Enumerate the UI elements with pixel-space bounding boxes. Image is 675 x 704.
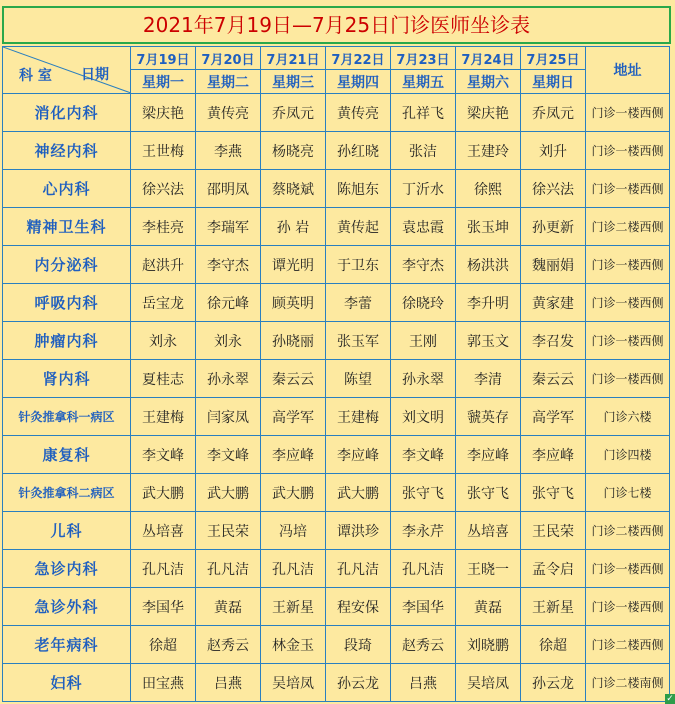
doctor-cell: 高学军 [521,398,586,436]
doctor-cell: 王民荣 [196,512,261,550]
doctor-cell: 孙晓丽 [261,322,326,360]
date-header: 7月19日 [131,47,196,70]
doctor-cell: 李应峰 [521,436,586,474]
weekday-header: 星期一 [131,70,196,94]
table-row [3,626,670,664]
doctor-cell: 李文峰 [391,436,456,474]
table-row [3,170,670,208]
address-cell: 门诊二楼南侧 [586,664,670,702]
doctor-cell: 刘永 [131,322,196,360]
doctor-cell: 武大鹏 [131,474,196,512]
doctor-cell: 袁忠霞 [391,208,456,246]
doctor-cell: 徐兴法 [131,170,196,208]
department-cell: 神经内科 [3,132,131,170]
doctor-cell: 刘晓鹏 [456,626,521,664]
department-cell: 康复科 [3,436,131,474]
doctor-cell: 张守飞 [456,474,521,512]
doctor-cell: 吕燕 [391,664,456,702]
table-row [3,550,670,588]
doctor-cell: 武大鹏 [196,474,261,512]
doctor-cell: 王新星 [261,588,326,626]
doctor-cell: 张玉军 [326,322,391,360]
doctor-cell: 黄磊 [196,588,261,626]
address-cell: 门诊一楼西侧 [586,94,670,132]
doctor-cell: 魏丽娟 [521,246,586,284]
address-cell: 门诊一楼西侧 [586,170,670,208]
doctor-cell: 徐超 [131,626,196,664]
doctor-cell: 顾英明 [261,284,326,322]
doctor-cell: 程安保 [326,588,391,626]
doctor-cell: 张玉坤 [456,208,521,246]
doctor-cell: 丛培喜 [131,512,196,550]
doctor-cell: 李召发 [521,322,586,360]
date-header: 7月21日 [261,47,326,70]
header-corner-cell [3,47,131,94]
table-row [3,512,670,550]
doctor-cell: 王建梅 [326,398,391,436]
department-cell: 针灸推拿科二病区 [3,474,131,512]
department-cell: 消化内科 [3,94,131,132]
doctor-cell: 王建梅 [131,398,196,436]
date-header: 7月25日 [521,47,586,70]
date-header: 7月20日 [196,47,261,70]
doctor-cell: 武大鹏 [261,474,326,512]
doctor-cell: 孙更新 [521,208,586,246]
doctor-cell: 张守飞 [521,474,586,512]
doctor-cell: 徐熙 [456,170,521,208]
doctor-cell: 陈旭东 [326,170,391,208]
doctor-cell: 孙永翠 [391,360,456,398]
table-row [3,208,670,246]
doctor-cell: 李文峰 [196,436,261,474]
doctor-cell: 冯培 [261,512,326,550]
doctor-cell: 梁庆艳 [456,94,521,132]
weekday-header: 星期三 [261,70,326,94]
doctor-cell: 李守杰 [196,246,261,284]
doctor-cell: 李国华 [391,588,456,626]
address-cell: 门诊七楼 [586,474,670,512]
department-cell: 妇科 [3,664,131,702]
department-cell: 老年病科 [3,626,131,664]
date-header: 7月23日 [391,47,456,70]
doctor-cell: 夏桂志 [131,360,196,398]
table-row [3,360,670,398]
table-row [3,132,670,170]
doctor-cell: 徐兴法 [521,170,586,208]
department-cell: 肿瘤内科 [3,322,131,360]
table-row [3,436,670,474]
department-cell: 精神卫生科 [3,208,131,246]
doctor-cell: 徐超 [521,626,586,664]
doctor-cell: 李清 [456,360,521,398]
doctor-cell: 李应峰 [326,436,391,474]
doctor-cell: 孙红晓 [326,132,391,170]
doctor-cell: 丛培喜 [456,512,521,550]
doctor-cell: 孔凡洁 [326,550,391,588]
doctor-cell: 乔凤元 [521,94,586,132]
doctor-cell: 王世梅 [131,132,196,170]
doctor-cell: 蔡晓斌 [261,170,326,208]
address-cell: 门诊六楼 [586,398,670,436]
doctor-cell: 赵秀云 [391,626,456,664]
doctor-cell: 孔祥飞 [391,94,456,132]
doctor-cell: 李文峰 [131,436,196,474]
doctor-cell: 黄传起 [326,208,391,246]
address-cell: 门诊一楼西侧 [586,246,670,284]
page-title: 2021年7月19日—7月25日门诊医师坐诊表 [2,6,671,44]
address-cell: 门诊二楼西侧 [586,512,670,550]
department-cell: 针灸推拿科一病区 [3,398,131,436]
doctor-cell: 孟令启 [521,550,586,588]
doctor-cell: 吴培凤 [261,664,326,702]
address-header: 地址 [586,47,670,94]
doctor-cell: 赵秀云 [196,626,261,664]
doctor-cell: 赵洪升 [131,246,196,284]
doctor-cell: 李升明 [456,284,521,322]
address-cell: 门诊一楼西侧 [586,322,670,360]
department-cell: 儿科 [3,512,131,550]
check-icon: ✓ [666,694,674,704]
address-cell: 门诊一楼西侧 [586,284,670,322]
weekday-header: 星期四 [326,70,391,94]
address-cell: 门诊一楼西侧 [586,588,670,626]
table-row [3,398,670,436]
department-cell: 心内科 [3,170,131,208]
department-cell: 急诊内科 [3,550,131,588]
doctor-cell: 孙云龙 [521,664,586,702]
doctor-cell: 王新星 [521,588,586,626]
doctor-cell: 孙永翠 [196,360,261,398]
address-cell: 门诊二楼西侧 [586,626,670,664]
doctor-cell: 陈望 [326,360,391,398]
weekday-header: 星期五 [391,70,456,94]
doctor-cell: 李应峰 [456,436,521,474]
table-row [3,588,670,626]
doctor-cell: 张守飞 [391,474,456,512]
address-cell: 门诊一楼西侧 [586,360,670,398]
doctor-cell: 谭洪珍 [326,512,391,550]
doctor-cell: 王晓一 [456,550,521,588]
doctor-cell: 王民荣 [521,512,586,550]
doctor-cell: 刘升 [521,132,586,170]
doctor-cell: 刘永 [196,322,261,360]
header-row-dates [3,47,670,70]
department-cell: 肾内科 [3,360,131,398]
doctor-cell: 孔凡洁 [196,550,261,588]
weekday-header: 星期日 [521,70,586,94]
doctor-cell: 刘文明 [391,398,456,436]
table-row [3,322,670,360]
doctor-cell: 李瑞军 [196,208,261,246]
doctor-cell: 黄家建 [521,284,586,322]
doctor-cell: 黄磊 [456,588,521,626]
doctor-cell: 李应峰 [261,436,326,474]
doctor-cell: 乔凤元 [261,94,326,132]
table-row [3,284,670,322]
doctor-cell: 李桂亮 [131,208,196,246]
doctor-cell: 李燕 [196,132,261,170]
table-row [3,246,670,284]
address-cell: 门诊二楼西侧 [586,208,670,246]
table-row [3,664,670,702]
doctor-cell: 邵明凤 [196,170,261,208]
doctor-cell: 吴培凤 [456,664,521,702]
doctor-cell: 孔凡洁 [391,550,456,588]
doctor-cell: 岳宝龙 [131,284,196,322]
weekday-header: 星期六 [456,70,521,94]
doctor-cell: 杨洪洪 [456,246,521,284]
corner-dept-label: 科 室 [19,68,52,84]
doctor-cell: 谭光明 [261,246,326,284]
doctor-cell: 孙 岩 [261,208,326,246]
doctor-cell: 李守杰 [391,246,456,284]
doctor-cell: 孙云龙 [326,664,391,702]
date-header: 7月24日 [456,47,521,70]
doctor-cell: 梁庆艳 [131,94,196,132]
doctor-cell: 高学军 [261,398,326,436]
doctor-cell: 徐晓玲 [391,284,456,322]
doctor-cell: 虢英存 [456,398,521,436]
schedule-table [2,46,670,702]
department-cell: 呼吸内科 [3,284,131,322]
doctor-cell: 李永芹 [391,512,456,550]
address-cell: 门诊一楼西侧 [586,550,670,588]
doctor-cell: 李蕾 [326,284,391,322]
doctor-cell: 李国华 [131,588,196,626]
address-cell: 门诊四楼 [586,436,670,474]
doctor-cell: 孔凡洁 [261,550,326,588]
doctor-cell: 丁沂水 [391,170,456,208]
doctor-cell: 杨晓亮 [261,132,326,170]
doctor-cell: 王刚 [391,322,456,360]
doctor-cell: 黄传亮 [326,94,391,132]
doctor-cell: 武大鹏 [326,474,391,512]
doctor-cell: 王建玲 [456,132,521,170]
doctor-cell: 林金玉 [261,626,326,664]
doctor-cell: 黄传亮 [196,94,261,132]
doctor-cell: 秦云云 [261,360,326,398]
address-cell: 门诊一楼西侧 [586,132,670,170]
doctor-cell: 田宝燕 [131,664,196,702]
department-cell: 内分泌科 [3,246,131,284]
doctor-cell: 孔凡洁 [131,550,196,588]
table-row [3,474,670,512]
date-header: 7月22日 [326,47,391,70]
doctor-cell: 段琦 [326,626,391,664]
table-row [3,94,670,132]
doctor-cell: 于卫东 [326,246,391,284]
doctor-cell: 郭玉文 [456,322,521,360]
doctor-cell: 秦云云 [521,360,586,398]
department-cell: 急诊外科 [3,588,131,626]
doctor-cell: 徐元峰 [196,284,261,322]
doctor-cell: 闫家凤 [196,398,261,436]
doctor-cell: 吕燕 [196,664,261,702]
weekday-header: 星期二 [196,70,261,94]
doctor-cell: 张洁 [391,132,456,170]
corner-date-label: 日期 [81,67,109,83]
